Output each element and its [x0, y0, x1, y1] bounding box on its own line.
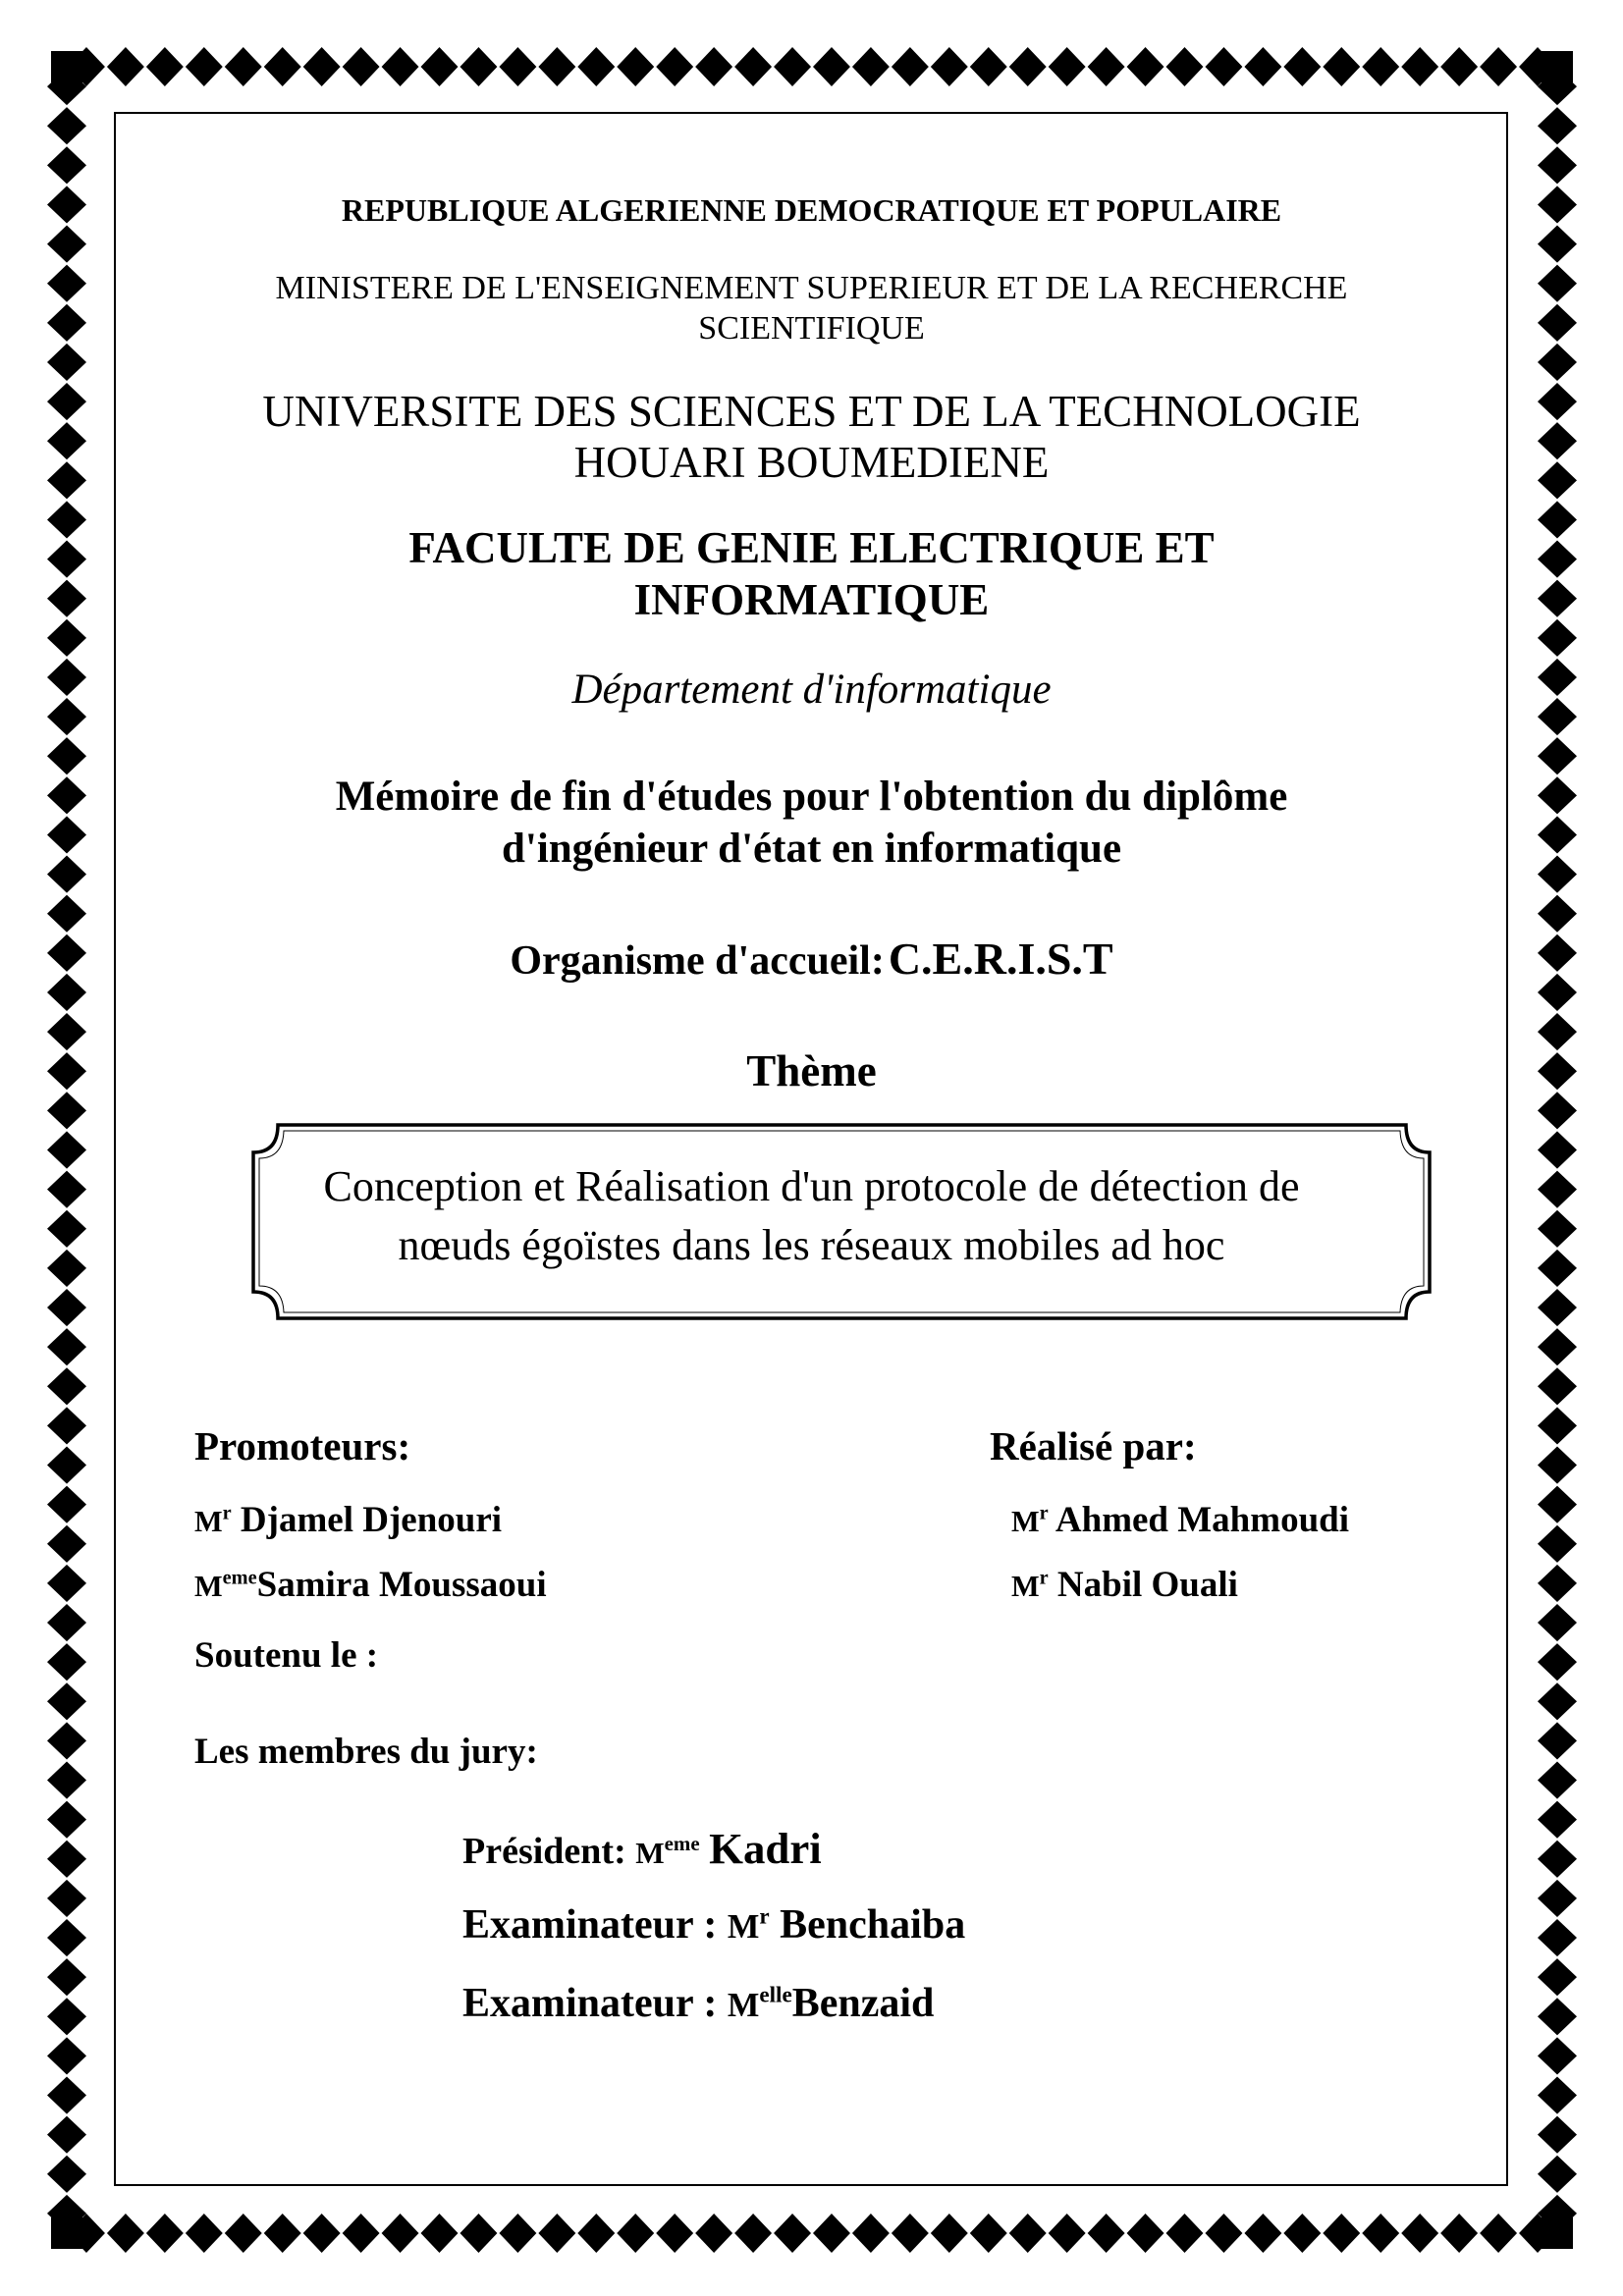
border-diamond: [1538, 226, 1577, 263]
border-diamond: [1538, 1486, 1577, 1523]
border-diamond: [47, 1446, 86, 1483]
border-diamond: [421, 2214, 459, 2253]
border-diamond: [1401, 47, 1438, 86]
border-diamond: [1538, 2116, 1577, 2154]
authors-heading: Réalisé par:: [990, 1423, 1197, 1468]
border-diamond: [47, 1958, 86, 1996]
jury-heading: Les membres du jury:: [194, 1732, 538, 1772]
border-diamond: [1538, 1525, 1577, 1563]
border-diamond: [1538, 1604, 1577, 1641]
border-diamond: [1205, 47, 1242, 86]
host-name: C.E.R.I.S.T: [888, 934, 1113, 984]
border-diamond: [1538, 1446, 1577, 1483]
border-diamond: [656, 47, 693, 86]
author-2: $M^r$ Nabil Ouali: [1011, 1565, 1238, 1605]
border-diamond: [1538, 1919, 1577, 1956]
border-diamond: [343, 47, 380, 86]
border-diamond: [1283, 2214, 1321, 2253]
border-diamond: [1166, 47, 1204, 86]
jury-member-president: Président: Meme Kadri: [462, 1824, 822, 1873]
border-diamond: [47, 344, 86, 381]
border-diamond: [813, 2214, 850, 2253]
border-diamond: [1244, 47, 1281, 86]
border-diamond: [1009, 2214, 1047, 2253]
border-diamond: [1538, 2076, 1577, 2113]
border-diamond: [1538, 1643, 1577, 1681]
border-diamond: [734, 47, 772, 86]
border-diamond: [47, 1722, 86, 1759]
border-diamond: [1538, 2156, 1577, 2193]
border-diamond: [1440, 2214, 1478, 2253]
border-diamond: [1205, 2214, 1242, 2253]
promoters-heading: Promoteurs:: [194, 1423, 411, 1468]
border-diamond: [1440, 47, 1478, 86]
border-diamond: [1538, 895, 1577, 933]
border-diamond: [852, 47, 890, 86]
border-diamond: [813, 47, 850, 86]
border-diamond: [47, 1092, 86, 1129]
border-diamond: [852, 2214, 890, 2253]
border-diamond: [421, 47, 459, 86]
ministry-line-1: MINISTERE DE L'ENSEIGNEMENT SUPERIEUR ET DE LA RECHERCHE: [275, 270, 1348, 306]
border-diamond: [1538, 146, 1577, 184]
promoter-1: $M^r$ Djamel Djenouri: [194, 1500, 503, 1540]
border-diamond: [1538, 1880, 1577, 1917]
border-diamond: [382, 2214, 419, 2253]
border-diamond: [47, 1801, 86, 1839]
border-diamond: [1538, 107, 1577, 144]
border-diamond: [617, 47, 654, 86]
border-diamond: [1538, 1998, 1577, 2035]
border-diamond: [1362, 2214, 1399, 2253]
jury-member-examiner-2: Examinateur : $M^{elle}Benzaid$: [462, 1981, 935, 2026]
border-corner: [51, 51, 82, 82]
border-diamond: [656, 2214, 693, 2253]
border-diamond: [970, 2214, 1007, 2253]
border-diamond: [343, 2214, 380, 2253]
border-diamond: [47, 1565, 86, 1602]
border-diamond: [47, 737, 86, 774]
border-diamond: [1362, 47, 1399, 86]
border-diamond: [107, 47, 144, 86]
border-diamond: [695, 47, 732, 86]
border-diamond: [499, 2214, 536, 2253]
border-diamond: [303, 47, 341, 86]
border-diamond: [460, 47, 497, 86]
border-diamond: [1538, 1367, 1577, 1405]
border-diamond: [1088, 47, 1125, 86]
border-diamond: [47, 2156, 86, 2193]
border-diamond: [1538, 1092, 1577, 1129]
border-diamond: [1401, 2214, 1438, 2253]
border-diamond: [1009, 47, 1047, 86]
border-diamond: [47, 2037, 86, 2074]
border-diamond: [1538, 2037, 1577, 2074]
border-diamond: [970, 47, 1007, 86]
border-diamond: [1049, 47, 1086, 86]
border-diamond: [382, 47, 419, 86]
defense-date-label: Soutenu le :: [194, 1635, 379, 1676]
border-diamond: [931, 2214, 968, 2253]
border-corner: [1542, 51, 1573, 82]
border-diamond: [264, 47, 301, 86]
border-diamond: [47, 1998, 86, 2035]
border-diamond: [1538, 1289, 1577, 1326]
border-diamond: [1127, 47, 1164, 86]
border-corner: [51, 2217, 82, 2249]
border-diamond: [186, 2214, 223, 2253]
border-diamond: [617, 2214, 654, 2253]
border-diamond: [499, 47, 536, 86]
border-diamond: [1538, 1761, 1577, 1798]
thesis-title-line-2: nœuds égoïstes dans les réseaux mobiles ad hoc: [398, 1221, 1225, 1269]
border-diamond: [1049, 2214, 1086, 2253]
border-diamond: [264, 2214, 301, 2253]
border-diamond: [47, 1604, 86, 1641]
border-diamond: [146, 2214, 184, 2253]
faculty-line-2: INFORMATIQUE: [633, 575, 990, 624]
republic-title: REPUBLIQUE ALGERIENNE DEMOCRATIQUE ET POPULAIRE: [341, 192, 1282, 228]
border-diamond: [1088, 2214, 1125, 2253]
border-diamond: [1538, 1682, 1577, 1720]
theme-label: Thème: [746, 1046, 877, 1095]
border-diamond: [931, 47, 968, 86]
border-diamond: [47, 1367, 86, 1405]
border-diamond: [47, 1761, 86, 1798]
border-diamond: [1127, 2214, 1164, 2253]
border-diamond: [734, 2214, 772, 2253]
border-diamond: [1538, 1565, 1577, 1602]
border-diamond: [774, 47, 811, 86]
thesis-purpose-line-1: Mémoire de fin d'études pour l'obtention du diplôme: [335, 774, 1288, 820]
border-diamond: [1480, 47, 1517, 86]
border-diamond: [1538, 1407, 1577, 1444]
border-diamond: [1244, 2214, 1281, 2253]
border-diamond: [577, 47, 615, 86]
border-diamond: [47, 1880, 86, 1917]
border-diamond: [460, 2214, 497, 2253]
border-diamond: [47, 1682, 86, 1720]
border-diamond: [47, 2116, 86, 2154]
faculty-line-1: FACULTE DE GENIE ELECTRIQUE ET: [408, 523, 1215, 572]
border-diamond: [303, 2214, 341, 2253]
border-diamond: [47, 1525, 86, 1563]
border-diamond: [47, 1841, 86, 1878]
border-diamond: [1538, 1958, 1577, 1996]
border-diamond: [695, 2214, 732, 2253]
border-diamond: [225, 2214, 262, 2253]
border-diamond: [47, 2076, 86, 2113]
border-diamond: [47, 1289, 86, 1326]
border-diamond: [47, 1486, 86, 1523]
border-diamond: [47, 895, 86, 933]
border-corner: [1542, 2217, 1573, 2249]
border-diamond: [1283, 47, 1321, 86]
host-label: Organisme d'accueil:: [510, 938, 885, 984]
border-diamond: [225, 47, 262, 86]
border-diamond: [1538, 737, 1577, 774]
border-diamond: [892, 2214, 929, 2253]
border-diamond: [47, 226, 86, 263]
university-line-2: HOUARI BOUMEDIENE: [573, 438, 1050, 487]
border-diamond: [47, 1328, 86, 1365]
border-diamond: [107, 2214, 144, 2253]
border-diamond: [1538, 1841, 1577, 1878]
border-diamond: [146, 47, 184, 86]
host-organization: [0, 933, 1623, 985]
border-diamond: [1323, 47, 1360, 86]
university-line-1: UNIVERSITE DES SCIENCES ET DE LA TECHNOLOGIE: [262, 387, 1361, 436]
department-name: Département d'informatique: [571, 667, 1052, 713]
border-diamond: [538, 2214, 575, 2253]
border-diamond: [47, 1919, 86, 1956]
border-diamond: [1538, 1328, 1577, 1365]
border-diamond: [1166, 2214, 1204, 2253]
jury-member-examiner-1: Examinateur : $M^r$ Benchaiba: [462, 1902, 966, 1948]
promoter-2: MemeSamira Moussaoui: [194, 1565, 547, 1605]
border-diamond: [1538, 344, 1577, 381]
thesis-purpose-line-2: d'ingénieur d'état en informatique: [501, 826, 1122, 872]
border-diamond: [538, 47, 575, 86]
border-diamond: [47, 146, 86, 184]
border-diamond: [1480, 2214, 1517, 2253]
ministry-line-2: SCIENTIFIQUE: [698, 310, 925, 347]
border-diamond: [1538, 1801, 1577, 1839]
border-diamond: [577, 2214, 615, 2253]
border-diamond: [774, 2214, 811, 2253]
border-diamond: [47, 1643, 86, 1681]
border-diamond: [47, 107, 86, 144]
border-diamond: [892, 47, 929, 86]
author-1: $M^r$ Ahmed Mahmoudi: [1011, 1500, 1350, 1540]
thesis-title-line-1: Conception et Réalisation d'un protocole de détection de: [323, 1162, 1300, 1210]
border-diamond: [186, 47, 223, 86]
border-diamond: [1323, 2214, 1360, 2253]
border-diamond: [1538, 1722, 1577, 1759]
border-diamond: [47, 1407, 86, 1444]
